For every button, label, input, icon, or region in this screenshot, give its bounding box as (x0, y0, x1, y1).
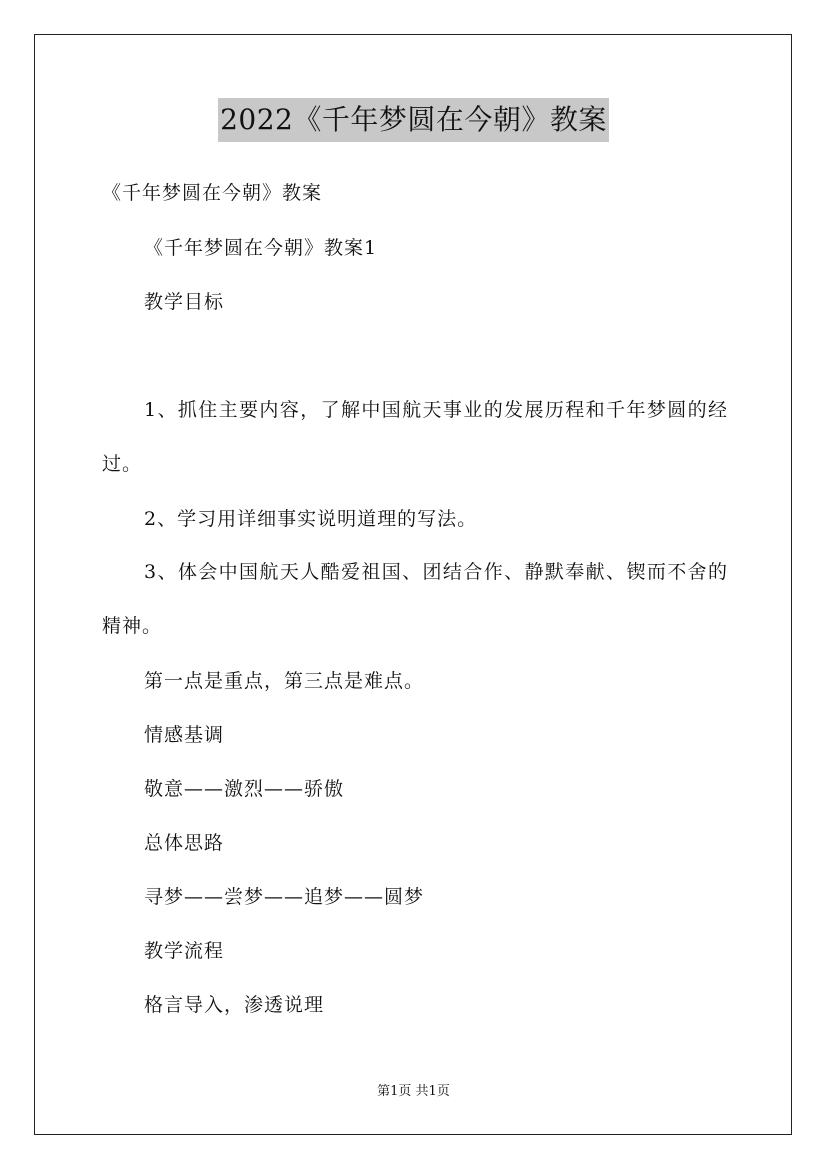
goal-item-1: 1、抓住主要内容，了解中国航天事业的发展历程和千年梦圆的经过。 (102, 399, 728, 475)
heading-emotional-tone: 情感基调 (144, 724, 225, 746)
section-heading: 《千年梦圆在今朝》教案1 (144, 237, 378, 259)
document-title-container (0, 98, 827, 142)
doc-subtitle: 《千年梦圆在今朝》教案 (102, 182, 323, 204)
goal-item-2: 2、学习用详细事实说明道理的写法。 (144, 508, 478, 530)
document-title: 2022《千年梦圆在今朝》教案 (218, 98, 609, 142)
key-points-note: 第一点是重点，第三点是难点。 (144, 670, 425, 692)
teaching-process-step: 格言导入，渗透说理 (144, 994, 325, 1016)
goal-item-3: 3、体会中国航天人酷爱祖国、团结合作、静默奉献、锲而不舍的精神。 (102, 561, 728, 637)
emotional-tone-text: 敬意——激烈——骄傲 (144, 778, 345, 800)
heading-teaching-goals: 教学目标 (144, 291, 225, 313)
heading-overall-approach: 总体思路 (144, 832, 225, 854)
overall-approach-text: 寻梦——尝梦——追梦——圆梦 (144, 886, 425, 908)
heading-teaching-process: 教学流程 (144, 940, 225, 962)
page-footer: 第1页 共1页 (377, 1084, 450, 1099)
